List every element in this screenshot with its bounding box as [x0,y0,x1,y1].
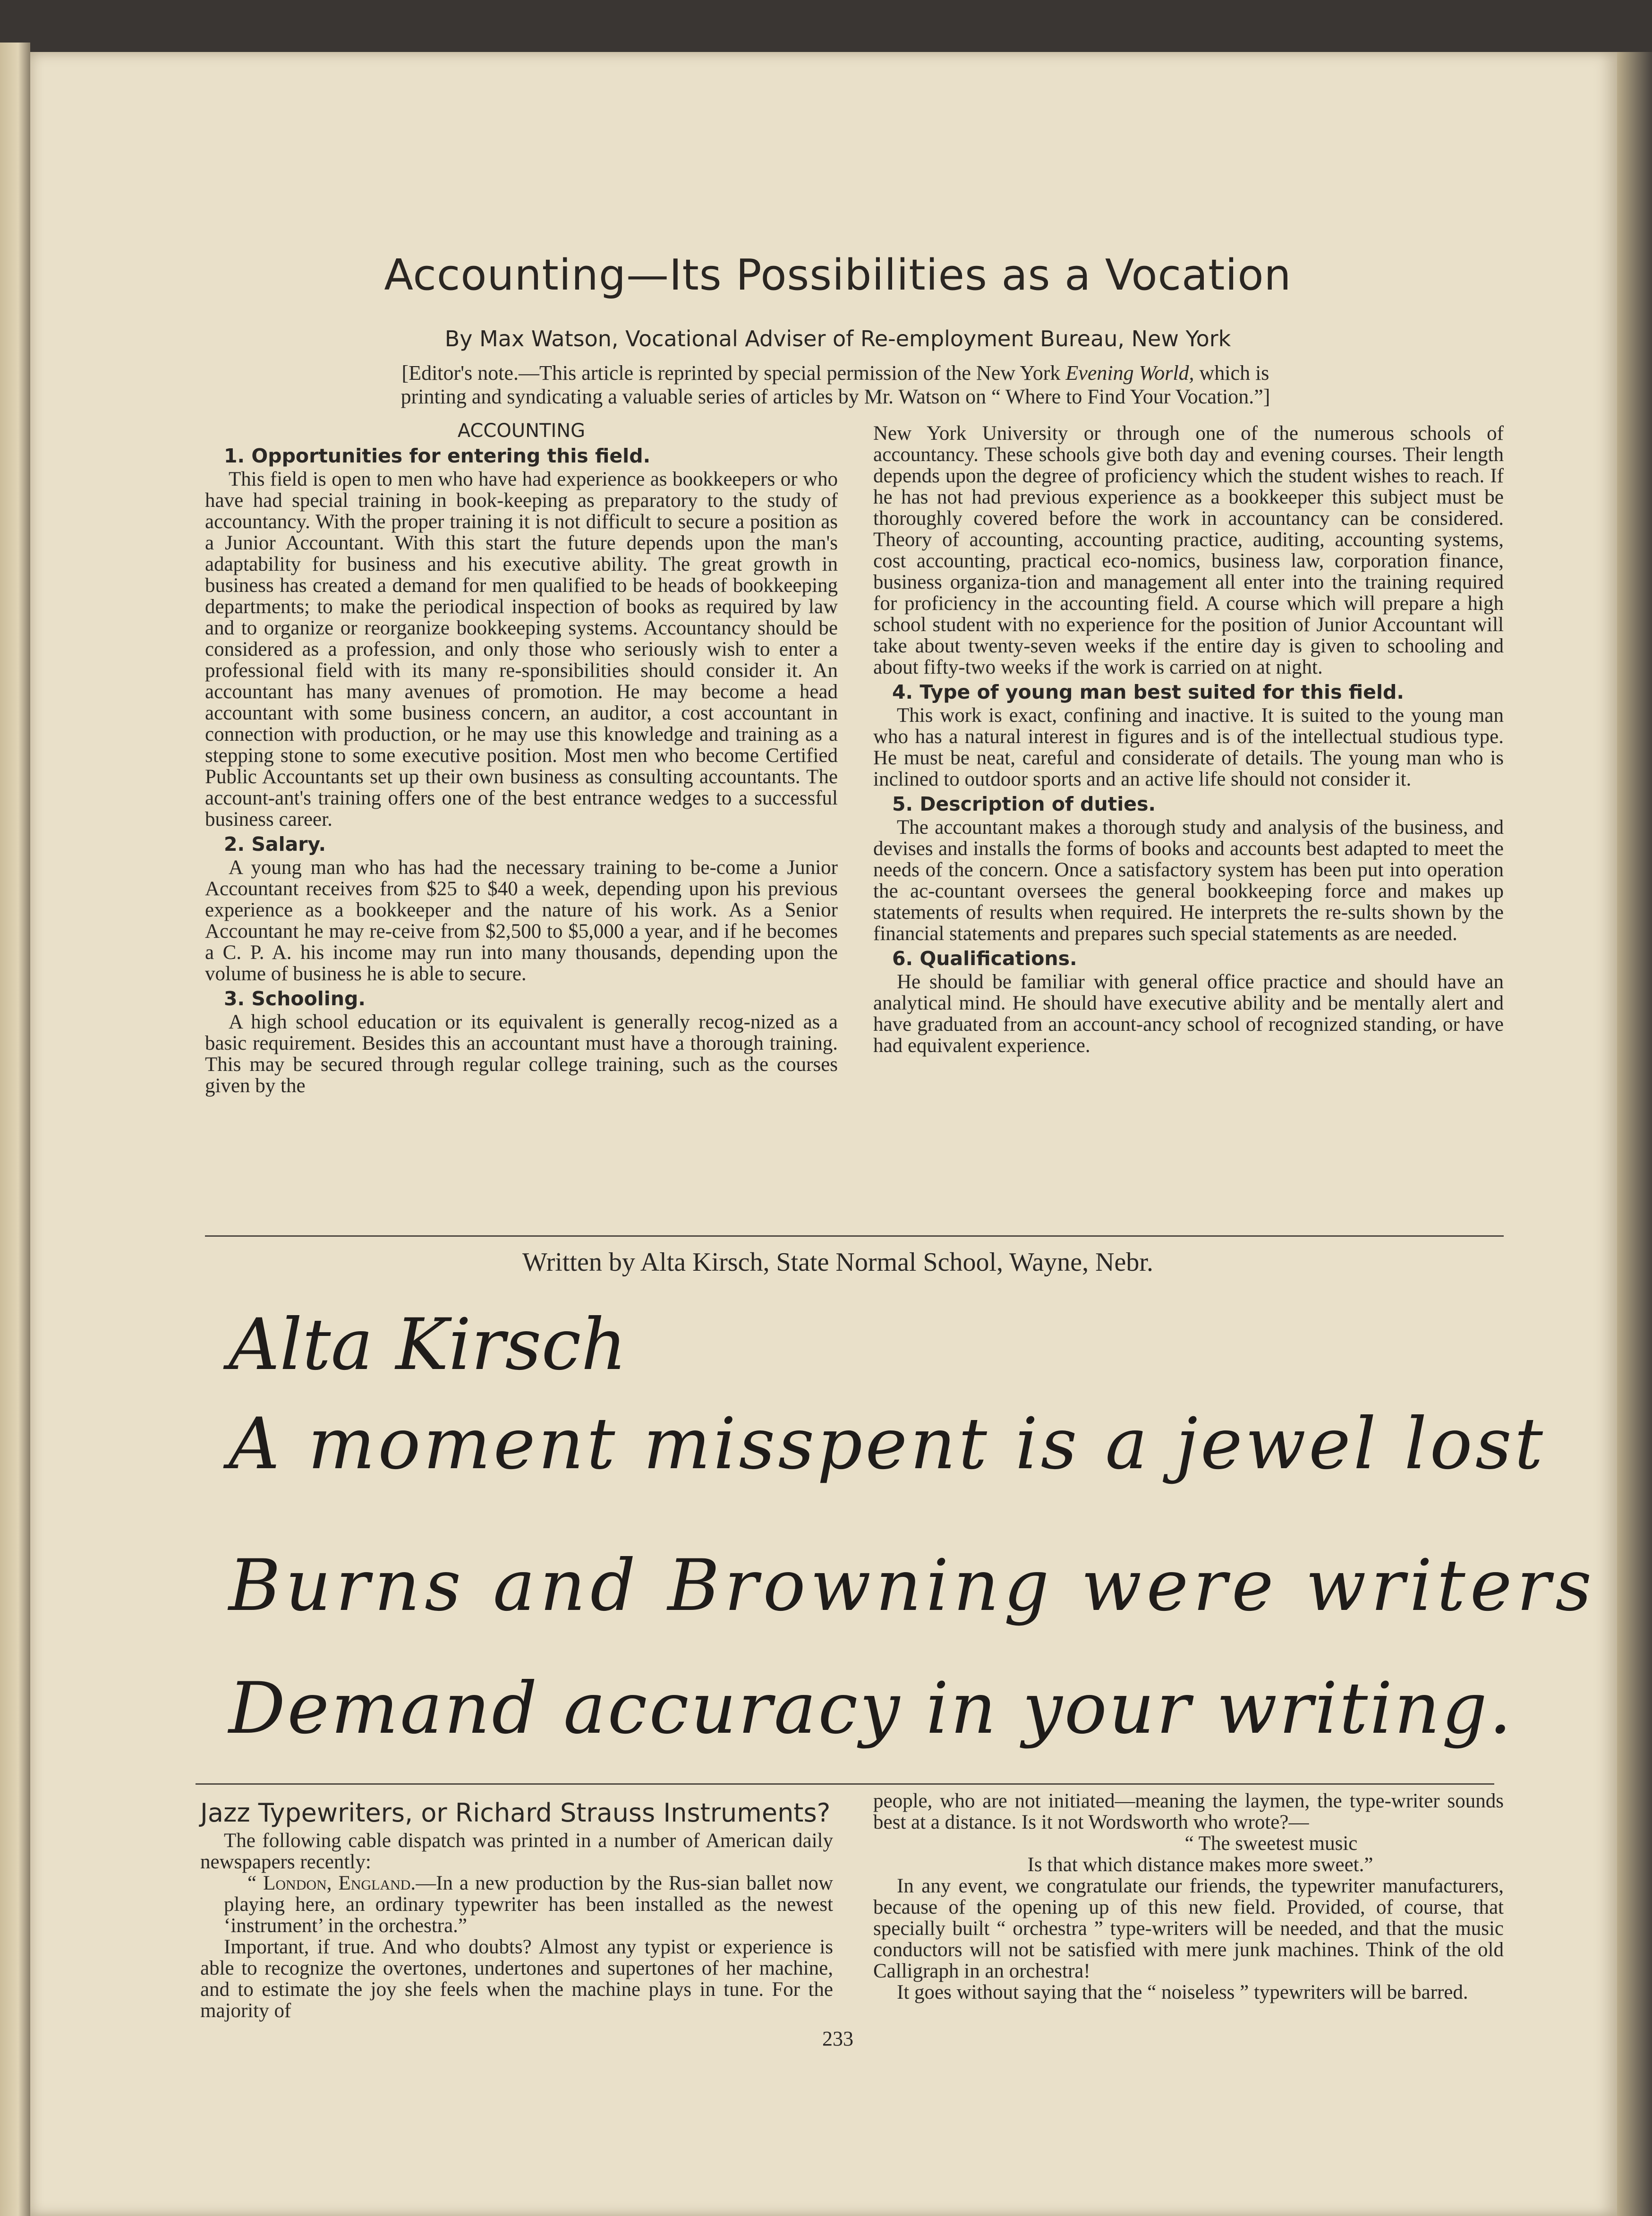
jazz-dispatch [224,1873,833,1936]
editor-note [262,361,1409,409]
section-text-opportunities: This field is open to men who have had experience as bookkeepers or who have had special training in book-keeping as preparatory to the study of accountancy. With the proper training it is not difficult to secure a position as a Junior Accountant. With this start the future depends upon the man's adaptability for business and his executive ability. The great growth in business has created a demand for men qualified to be heads of bookkeeping departments; to make the periodical inspection of books as required by law and to organize or reorganize bookkeeping systems. Accountancy should be considered as a profession, and only those who seriously wish to enter a professional field with its many re-sponsibilities should consider it. An accountant has many avenues of promotion. He may become a head accountant with some business concern, an auditor, a cost accountant in connection with production, or he may use this knowledge and training as a stepping stone to some executive position. Most men who become Certified Public Accountants set up their own business as consulting accountants. The account-ant's training offers one of the best entrance wedges to a successful business career. [205,468,838,830]
handwriting-line-signature: Alta Kirsch [229,1304,627,1386]
section-heading-schooling: 3. Schooling. [224,987,366,1010]
specimen-caption: Written by Alta Kirsch, State Normal School, Wayne, Nebr. [522,1248,1153,1277]
section-text-salary: A young man who has had the necessary training to be-come a Junior Accountant receives from $25 to $40 a week, depending upon his previous experience as a bookkeeper and the nature of his work. As a Senior Accountant he may re-ceive from $2,500 to $5,000 a year, and if he becomes a C. P. A. his income may run into many thousands, depending upon the volume of business he is able to secure. [205,856,838,985]
article-left-column [205,420,838,1096]
jazz-intro: The following cable dispatch was printed in a number of American daily newspapers recently: [200,1830,833,1873]
handwriting-line-3: Demand accuracy in your writing. [229,1668,1514,1750]
editor-note-line1-end: which is [1194,361,1269,385]
page [30,52,1617,2216]
section-text-schooling-continued: New York University or through one of the numerous schools of accountancy. These schools give both day and evening courses. Their length depends upon the degree of proficiency which the student wishes to reach. If he has not had previous experience as a bookkeeper this subject must be thoroughly covered before the work in accountancy can be considered. Theory of accounting, accounting practice, auditing, accounting systems, cost accounting, practical eco-nomics, business law, corporation finance, business organiza-tion and management all enter into the training required for proficiency in the accounting field. A course which will prepare a high school student with no experience for the position of Junior Accountant will take about twenty-seven weeks if the entire day is given to schooling and about fifty-two weeks if the work is carried on at night. [873,422,1504,678]
jazz-dispatch-place: “ London, England. [247,1872,416,1894]
section-text-duties: The accountant makes a thorough study and analysis of the business, and devises and installs the forms of books and accounts best adapted to meet the needs of the concern. Once a satisfactory system has been put into operation the ac-countant oversees the general bookkeeping force and makes up statements of results when required. He interprets the re-sults shown by the financial statements and prepares such special statements as are needed. [873,816,1504,945]
section-heading-duties: 5. Description of duties. [892,793,1156,815]
jazz-left-column [200,1798,833,2022]
previous-page-edge [0,43,30,2216]
page-number: 233 [822,2027,853,2050]
article-title: Accounting—Its Possibilities as a Vocation [384,250,1292,300]
jazz-quote-line-2: Is that which distance makes more sweet.” [1027,1854,1373,1876]
section-text-type: This work is exact, confining and inactive. It is suited to the young man who has a natural interest in figures and is of the intellectual studious type. He must be neat, careful and considerate of details. The young man who is inclined to outdoor sports and an active life should not consider it. [873,704,1504,790]
jazz-paragraph-1-continued: people, who are not initiated—meaning the laymen, the type-writer sounds best at a distance. Is it not Wordsworth who wrote?— [873,1790,1504,1833]
section-heading-opportunities: 1. Opportunities for entering this field. [224,445,651,467]
jazz-paragraph-3: It goes without saying that the “ noiseless ” typewriters will be barred. [897,1981,1468,2003]
handwriting-line-2: Burns and Browning were writers [229,1545,1597,1627]
editor-note-publication: Evening World, [1065,361,1194,385]
article-right-column [873,423,1504,1056]
section-heading-type: 4. Type of young man best suited for this field. [892,681,1404,703]
section-heading-salary: 2. Salary. [224,833,326,856]
section-text-qualifications: He should be familiar with general office practice and should have an analytical mind. He should have executive ability and be mentally alert and have graduated from an account-ancy school of recognized standing, or have had equivalent experience. [873,971,1504,1057]
page-right-edge-shadow [1617,52,1652,2216]
jazz-right-column [873,1790,1504,2003]
jazz-quote-line-1: “ The sweetest music [1184,1832,1358,1855]
jazz-title: Jazz Typewriters, or Richard Strauss Instruments? [200,1798,831,1828]
divider-rule-bottom [196,1783,1494,1785]
article-byline: By Max Watson, Vocational Adviser of Re-employment Bureau, New York [444,326,1231,351]
section-label: ACCOUNTING [457,420,586,442]
editor-note-line1-start: [Editor's note.—This article is reprinted by special permission of the New York [401,361,1066,385]
editor-note-line2: printing and syndicating a valuable series of articles by Mr. Watson on “ Where to Find Your Vocation.”] [400,385,1270,408]
page-content [172,250,1597,2154]
jazz-paragraph-1: Important, if true. And who doubts? Almost any typist or experience is able to recognize the overtones, undertones and supertones of her machine, and to estimate the joy she feels when the machine plays in tune. For the majority of [200,1936,833,2022]
divider-rule-top [205,1235,1504,1237]
handwriting-line-1: A moment misspent is a jewel lost [229,1403,1546,1485]
jazz-dispatch-text: —In a new production by the Rus-sian ballet now playing here, an ordinary typewriter has been installed as the newest ‘instrument’ in the orchestra.” [224,1872,833,1937]
jazz-paragraph-2: In any event, we congratulate our friends, the typewriter manufacturers, because of the opening up of this new field. Provided, of course, that specially built “ orchestra ” type-writers will be needed, and that the music conductors will not be satisfied with mere junk machines. Think of the old Calligraph in an orchestra! [873,1875,1504,1982]
section-heading-qualifications: 6. Qualifications. [892,947,1077,970]
section-text-schooling: A high school education or its equivalent is generally recog-nized as a basic requirement. Besides this an accountant must have a thorough training. This may be secured through regular college training, such as the courses given by the [205,1011,838,1097]
